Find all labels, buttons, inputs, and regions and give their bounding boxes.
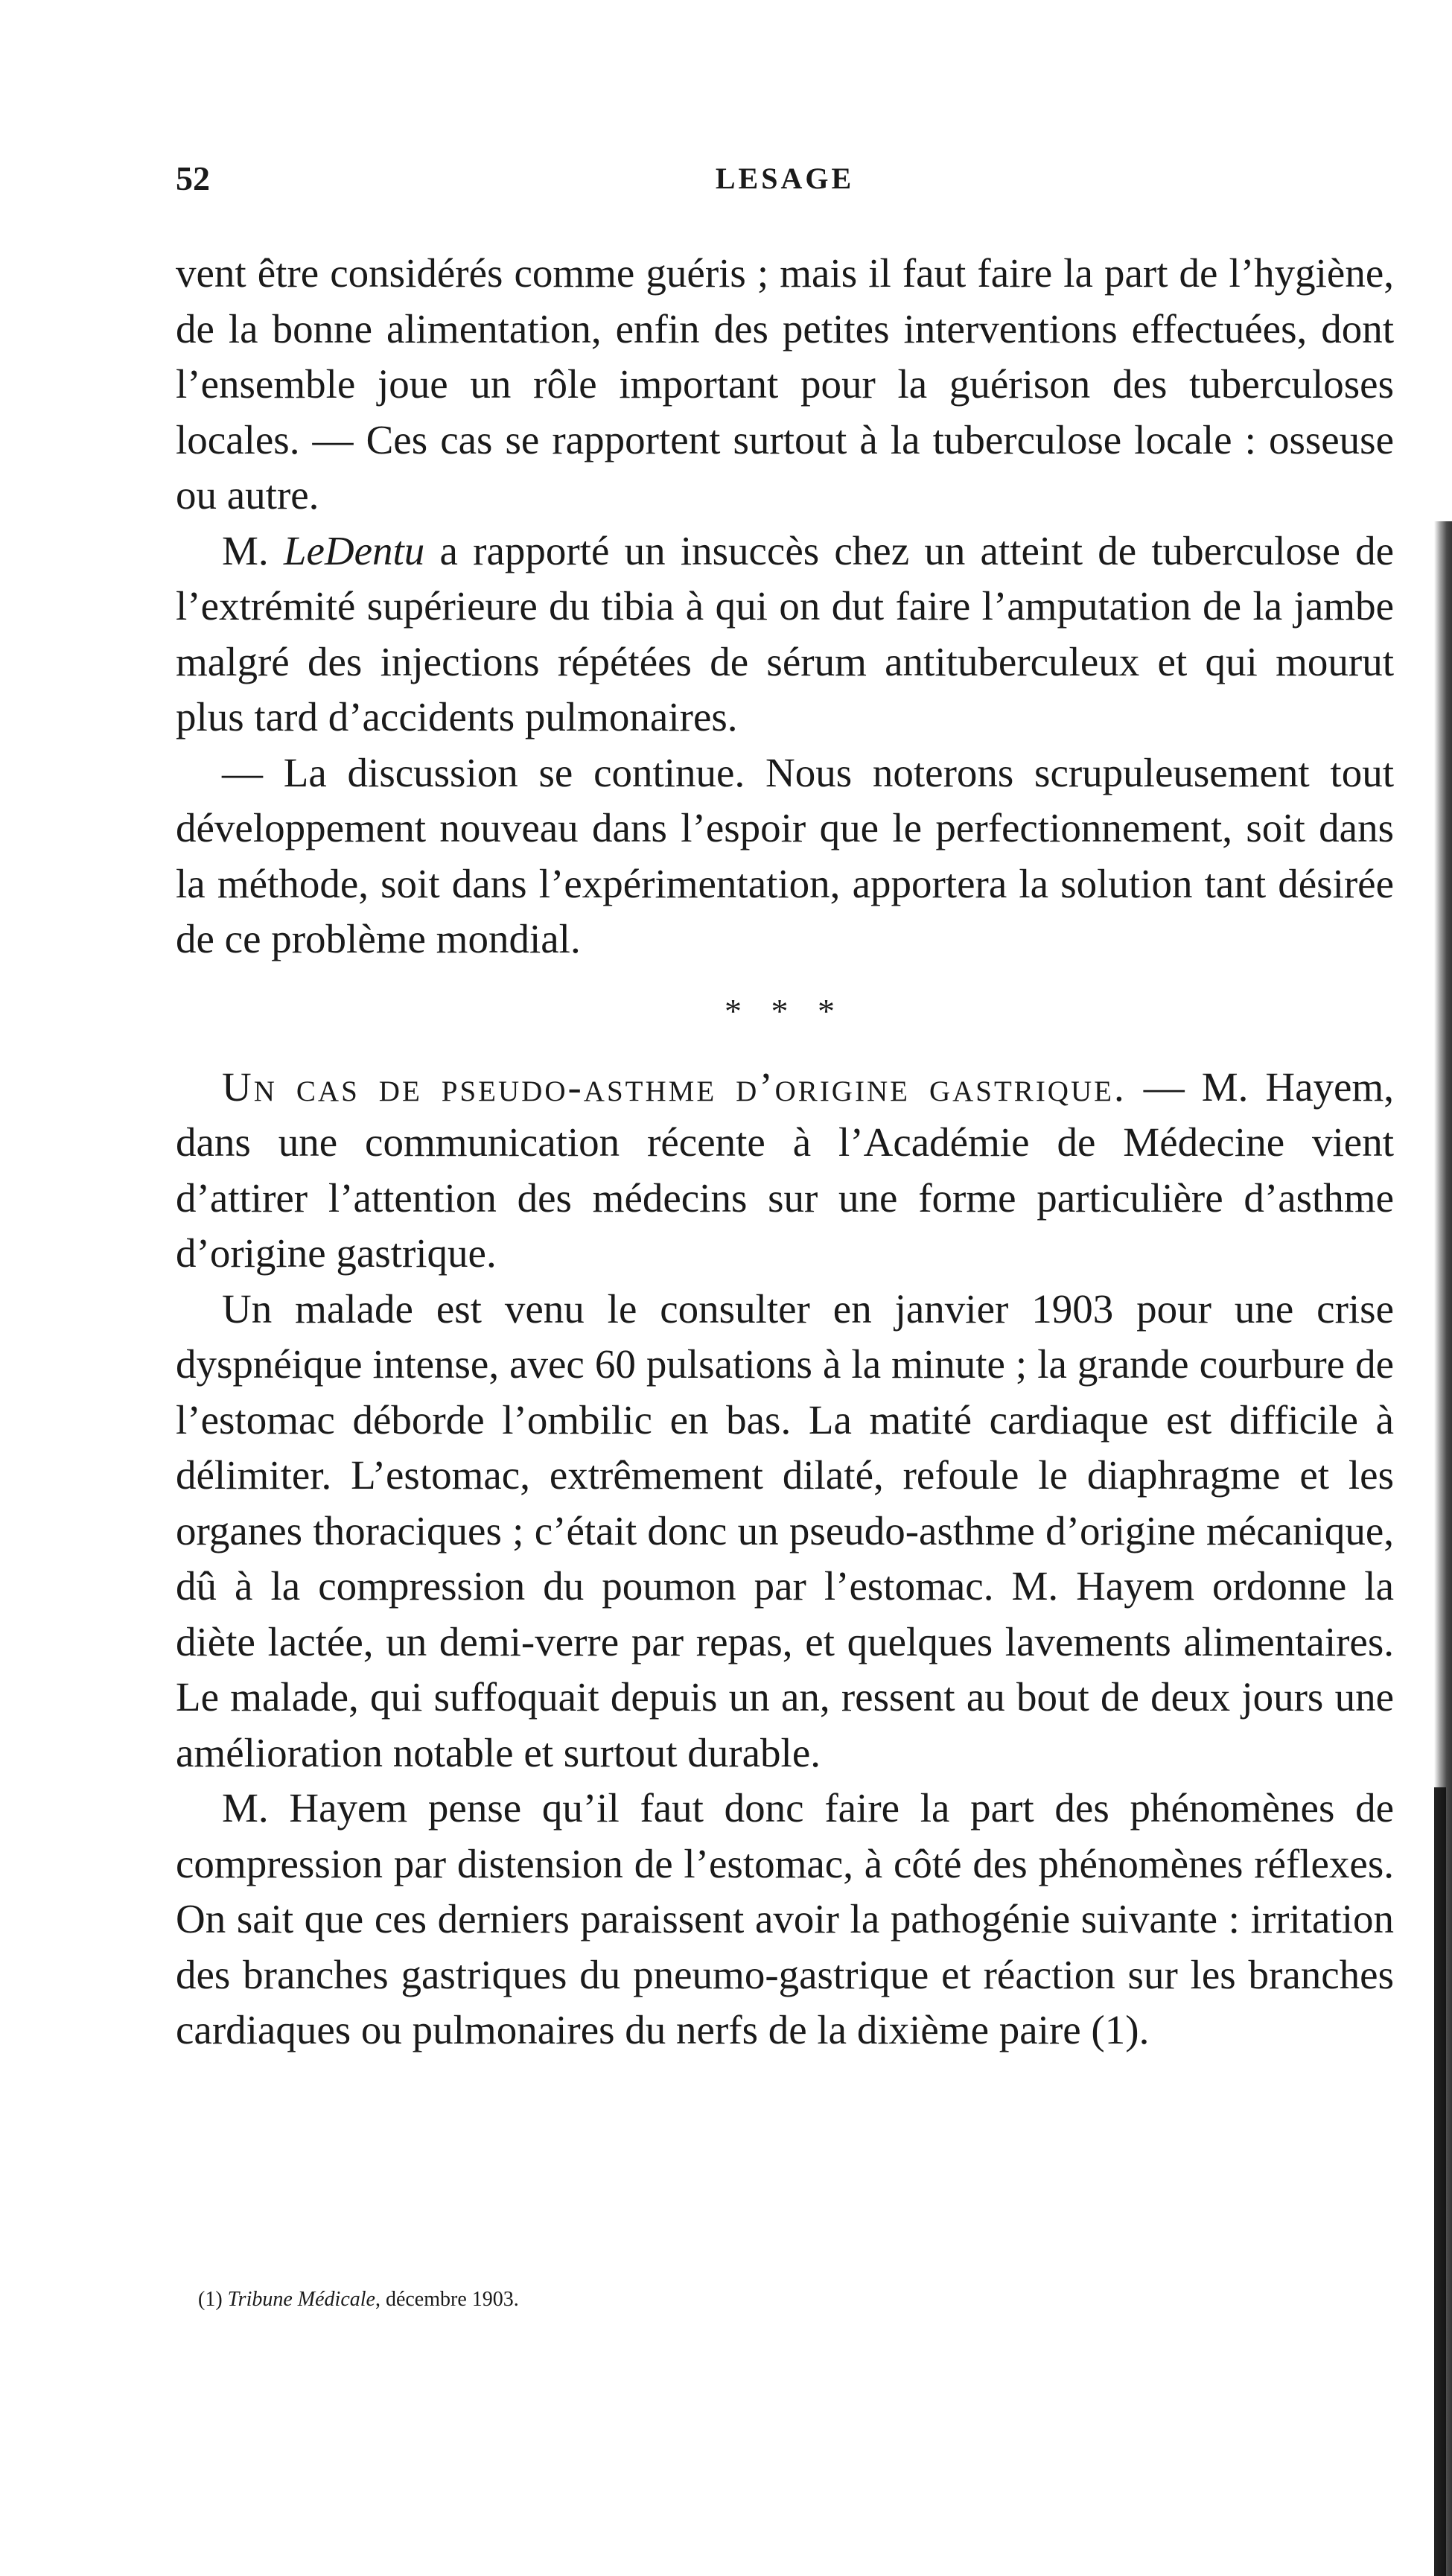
page-header [176,153,1394,205]
paragraph-2-text: a rapporté un insuccès chez un atteint de tuberculose de l’extrémité supérieure du tibia à qui on dut faire l’amputation de la jambe malgré des injections répétées de sérum antituberculeux et qui mourut plus tard d’accidents pulmonaires. [176,527,1394,740]
body-text [176,246,1394,2058]
paragraph-3: — La discussion se continue. Nous noterons scrupuleusement tout développement nouveau dans l’espoir que le perfectionnement, soit dans la méthode, soit dans l’expérimentation, apportera la solution tant désirée de ce problème mondial. [176,749,1394,961]
footnote-date: , décembre 1903. [375,2288,519,2311]
paragraph-5: Un malade est venu le consulter en janvier 1903 pour une crise dyspnéique intense, avec 60 pulsations à la minute ; la grande courbure de l’estomac déborde l’ombilic en bas. La matité cardiaque est difficile à délimiter. L’estomac, extrêmement dilaté, refoule le diaphragme et les organes thoraciques ; c’était donc un pseudo-asthme d’origine mécanique, dû à la compression du poumon par l’estomac. M. Hayem ordonne la diète lactée, un demi-verre par repas, et quelques lavements alimentaires. Le malade, qui suffoquait depuis un an, ressent au bout de deux jours une amélioration notable et surtout durable. [176,1285,1394,1775]
footnote-reference: (1) [1091,2007,1139,2052]
paragraph-6-end: . [1139,2007,1150,2052]
paragraph-2-prefix: M. [222,527,284,573]
scan-edge-dark [1434,1787,1446,2576]
paragraph-1: vent être considérés comme guéris ; mais il faut faire la part de l’hygiène, de la bonne alimentation, enfin des petites interventions effectuées, dont l’ensemble joue un rôle important pour la guérison des tuberculoses locales. — Ces cas se rapportent surtout à la tuberculose locale : osseuse ou autre. [176,250,1394,518]
footnote [198,2285,1389,2315]
paragraph-6-text: M. Hayem pense qu’il faut donc faire la part des phénomènes de compression par distension de l’estomac, à côté des phénomènes réflexes. On sait que ces derniers paraissent avoir la pathogénie suivante : irritation des branches gastriques du pneumo-gastrique et réaction sur les branches cardiaques ou pulmonaires du nerfs de la dixième paire [176,1785,1394,2052]
section-heading: Un cas de pseudo-asthme d’origine gastrique. [222,1063,1127,1110]
page-number: 52 [176,159,210,197]
paragraph-2 [176,524,1394,745]
running-head: LESAGE [715,162,855,195]
paragraph-4-text: — M. Hayem, dans une communication récente à l’Académie de Médecine vient d’attirer l’attention des médecins sur une forme particulière d’asthme d’origine gastrique. [176,1063,1394,1276]
author-name: LeDentu [283,527,425,573]
footnote-source: Tribune Médicale [227,2288,375,2311]
paragraph-6 [176,1781,1394,2058]
section-separator: * * * [725,991,845,1030]
paragraph-4 [176,1060,1394,1282]
footnote-marker: (1) [198,2288,223,2311]
